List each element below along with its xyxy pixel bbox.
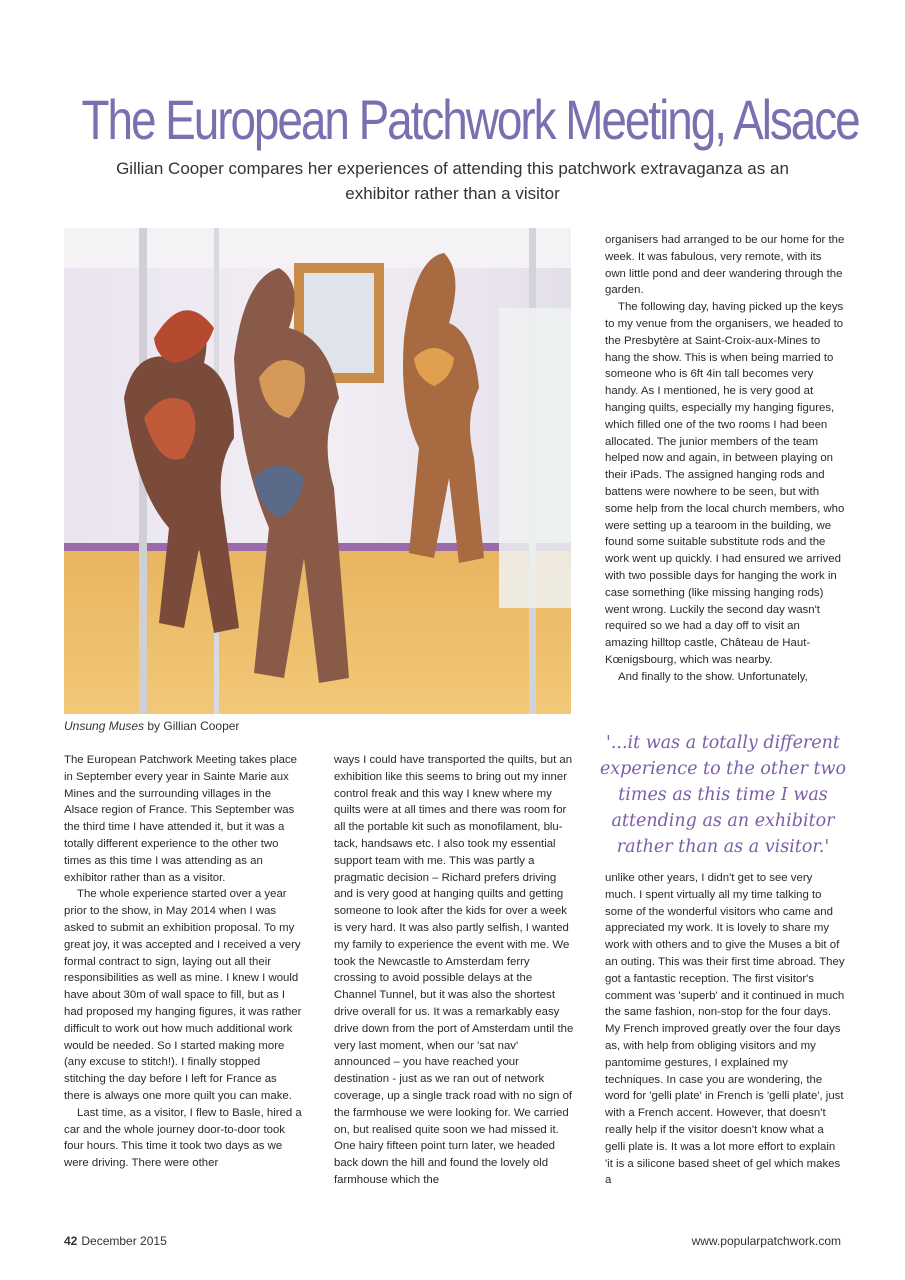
paragraph: organisers had arranged to be our home for the week. It was fabulous, very remote, with its own little pond and deer wandering through the garden. bbox=[605, 234, 845, 297]
body-column-3-bottom bbox=[605, 870, 845, 1189]
pull-quote: '...it was a totally different experience to the other two times as this time I was attending as an exhibitor rather than as a visitor.' bbox=[599, 733, 847, 857]
body-column-3-top bbox=[605, 232, 845, 686]
article-subtitle: Gillian Cooper compares her experiences of attending this patchwork extravaganza as an exhibitor rather than a visitor bbox=[116, 159, 789, 203]
caption-title: Unsung Muses bbox=[64, 719, 145, 733]
paragraph: The whole experience started over a year prior to the show, in May 2014 when I was asked to submit an exhibition proposal. To my great joy, it was accepted and I received a very formal contract to sign, laying out all their responsibilities as well as mine. I knew I would have about 30m of wall space to fill, but as I had proposed my hanging figures, it was rather difficult to work out how much additional work would be needed. So I started making more (any excuse to stitch!). I finally stopped stitching the day before I left for France as there is always one more quilt you can make. bbox=[64, 888, 302, 1102]
website-url: www.popularpatchwork.com bbox=[691, 1234, 841, 1248]
paragraph: The European Patchwork Meeting takes place in September every year in Sainte Marie aux Mines and the surrounding villages in the Alsace region of France. This September was the third time I have attended it, but it was a totally different experience to the other two times as this time I was attending as an exhibitor rather than as a visitor. bbox=[64, 754, 298, 884]
paragraph: Last time, as a visitor, I flew to Basle, hired a car and the whole journey door-to-door took four hours. This time it took two days as we were driving. There were other bbox=[64, 1106, 302, 1170]
article-title: The European Patchwork Meeting, Alsace bbox=[81, 88, 859, 151]
body-column-2 bbox=[334, 752, 574, 1189]
photo-caption bbox=[64, 718, 239, 734]
page-number: 42 bbox=[64, 1234, 78, 1248]
caption-credit: by Gillian Cooper bbox=[144, 719, 240, 733]
quilt-photo bbox=[64, 228, 571, 714]
paragraph: unlike other years, I didn't get to see very much. I spent virtually all my time talking to some of the wonderful visitors who came and appreciated my work. It is lovely to share my work with others and to give the Muses a bit of an outing. This was their first time abroad. They got a fantastic reception. The first visitor's comment was 'superb' and it continued in much the same fashion, non-stop for the four days. My French improved greatly over the four days as, with help from obliging visitors and my pantomime gestures, I explained my techniques. In case you are wondering, the word for 'gelli plate' in French is 'gelli plate', just with a French accent. However, that doesn't really help if the visitor doesn't know what a gelli plate is. It was a lot more effort to explain 'it is a silicone based sheet of gel which makes a bbox=[605, 872, 845, 1187]
paragraph: The following day, having picked up the keys to my venue from the organisers, we headed to the Presbytère at Saint-Croix-aux-Mines to hang the show. This is when being married to someone who is 6ft 4in tall becomes very handy. As I mentioned, he is very good at hanging quilts, especially my hanging figures, which filled one of the two rooms I had been allocated. The junior members of the team helped now and again, in between playing on their iPads. The assigned hanging rods and battens were nowhere to be seen, but with some help from the local church members, who were setting up a tearoom in the building, we found some suitable substitute rods and the work went up quickly. I had ensured we arrived with two possible days for hanging the work in case something (like missing hanging rods) went wrong. Luckily the second day wasn't required so we had a day off to visit an amazing hilltop castle, Château de Haut-Kœnigsbourg, which was nearby. bbox=[605, 301, 845, 666]
page-footer-left bbox=[64, 1234, 167, 1248]
paragraph: And finally to the show. Unfortunately, bbox=[618, 670, 808, 683]
issue-date: December 2015 bbox=[81, 1234, 167, 1248]
body-column-1 bbox=[64, 752, 304, 1172]
paragraph: ways I could have transported the quilts, but an exhibition like this seems to bring out my inner control freak and this way I knew where my quilts were at all times and there was room for all the portable kit such as monofilament, blu-tack, handsaws etc. I also took my essential support team with me. This was partly a pragmatic decision – Richard prefers driving and is very good at hanging quilts and getting someone to look after the kids for over a week is very hard. It was also partly selfish, I wanted my family to experience the event with me. We took the Newcastle to Amsterdam ferry crossing to avoid possible delays at the Channel Tunnel, but it was also the shortest drive overall for us. It was a remarkably easy drive down from the port of Amsterdam until the very last moment, when our 'sat nav' announced – you have reached your destination - just as we ran out of network coverage, up a single track road with no sign of the farmhouse we were looking for. We carried on, but realised quite soon we had missed it. One hairy fifteen point turn later, we headed back down the hill and found the lovely old farmhouse which the bbox=[334, 754, 574, 1186]
